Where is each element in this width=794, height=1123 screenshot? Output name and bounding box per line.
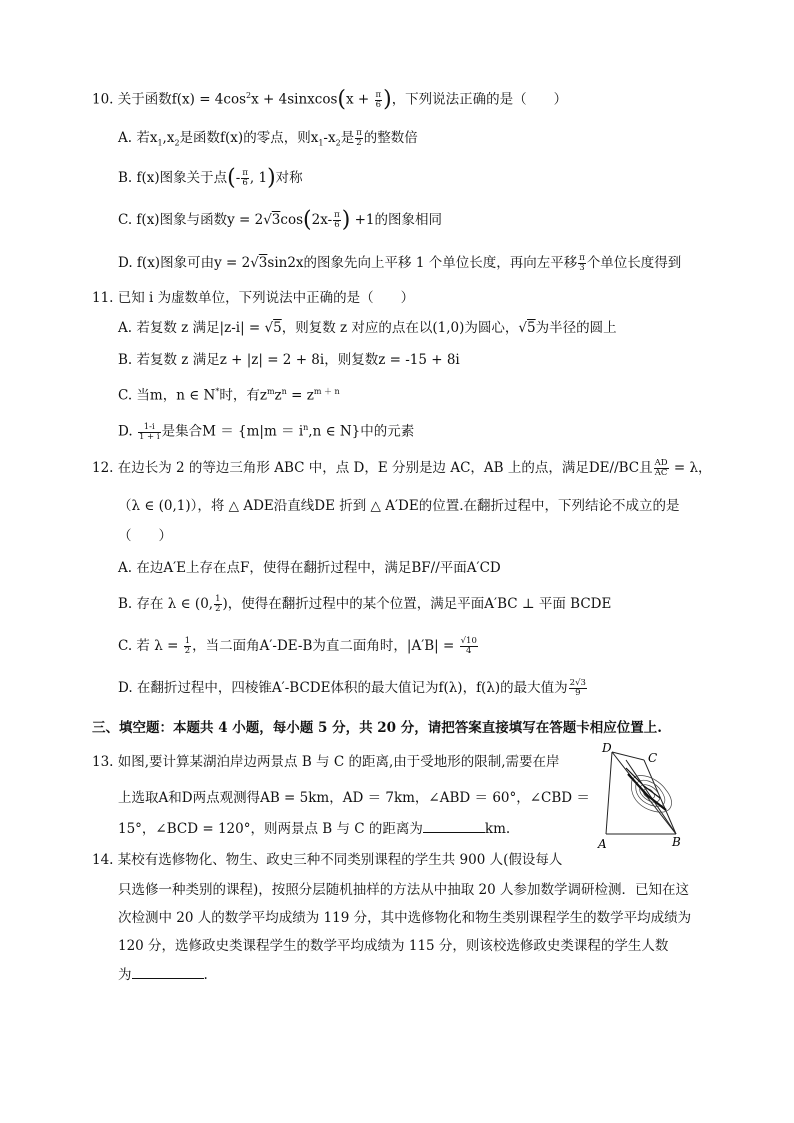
q10-option-b: B. f(x)图象关于点(- $\frac{\pi}{6}$ , 1)对称	[118, 165, 303, 191]
fig-label-b: B	[672, 835, 681, 849]
fig-label-d: D	[602, 741, 612, 755]
q12-option-a: A. 在边A′E上存在点F，使得在翻折过程中，满足BF//平面A′CD	[118, 560, 501, 576]
q11-option-d: D. $\frac{1-i}{1 + i}$ 是集合$M = \{m|m = i^n,n$ ∈ N}中的元素	[118, 421, 415, 442]
q12-option-b: B. 存在 λ ∈ (0, $\frac{1}{2}$ )，使得在翻折过程中的某个位置，满足平面A′BC ⊥ 平面 BCDE	[118, 594, 612, 614]
q14-answer-blank[interactable]	[132, 964, 204, 979]
q12-option-c: C. 若 λ = $\frac{1}{2}$ ，当二面角A′-DE-B为直二面角时，|A′B| = $\frac{√10}{4}$	[118, 636, 477, 656]
q13-answer-blank[interactable]	[423, 818, 485, 833]
q10-option-a: A. 若$x_1,x_2$是函数f(x)的零点，则$x_1-x_2$是 $\frac{\pi}{2}$ 的整数倍	[118, 128, 418, 148]
q12-stem-line1: 12. 在边长为 2 的等边三角形 ABC 中，点 D，E 分别是边 AC，AB 上的点，满足DE//BC且 $\frac{AD}{AC}$ = λ，	[92, 458, 712, 478]
q11-option-c: C. 当m，n ∈ N*时，有$z^mz^n = z^{m + n}$	[118, 387, 340, 404]
q14-line2: 只选修一种类别的课程)，按照分层随机抽样的方法从中抽取 20 人参加数学调研检测．已知在这	[118, 882, 690, 898]
fig-label-a: A	[598, 837, 607, 850]
section-three-heading: 三、填空题：本题共 4 小题，每小题 5 分，共 20 分，请把答案直接填写在答题卡相应位置上.	[92, 720, 662, 736]
q11-option-a: A. 若复数 z 满足|z-i| = √5，则复数 z 对应的点在以(1,0)为圆心，√5为半径的圆上	[118, 320, 617, 336]
q11-stem: 11. 已知 i 为虚数单位，下列说法中正确的是（ ）	[92, 290, 415, 306]
q14-line5: 为 .	[118, 964, 208, 985]
q12-stem-line2: （λ ∈ (0,1)），将 △ ADE沿直线DE 折到 △ A′DE的位置.在翻折过程中，下列结论不成立的是	[118, 498, 680, 514]
q10-option-d: D. f(x)图象可由y = 2√3sin2x的图象先向上平移 1 个单位长度，再向左平移 $\frac{\pi}{3}$ 个单位长度得到	[118, 253, 682, 273]
q12-stem-line3: （ ）	[118, 528, 172, 544]
q11-option-b: B. 若复数 z 满足z + |z| = 2 + 8i，则复数z = -15 + 8i	[118, 352, 460, 368]
fig-label-c: C	[648, 751, 658, 765]
q13-lake-figure	[596, 740, 698, 850]
q14-line4: 120 分，选修政史类课程学生的数学平均成绩为 115 分，则该校选修政史类课程的学生人数	[118, 938, 669, 954]
q13-line1: 13. 如图,要计算某湖泊岸边两景点 B 与 C 的距离,由于受地形的限制,需要在岸	[92, 754, 560, 770]
q12-option-d: D. 在翻折过程中，四棱锥A′-BCDE体积的最大值记为f(λ)，f(λ)的最大值为 $\frac{2√3}{9}$	[118, 678, 586, 698]
q14-line1: 14. 某校有选修物化、物生、政史三种不同类别课程的学生共 900 人(假设每人	[92, 852, 563, 868]
q13-line3: 15°，∠BCD = 120°，则两景点 B 与 C 的距离为 km.	[118, 818, 510, 839]
q14-line3: 次检测中 20 人的数学平均成绩为 119 分，其中选修物化和物生类别课程学生的数学平均成绩为	[118, 910, 692, 926]
q10-option-c: C. f(x)图象与函数y = 2√3cos(2x- $\frac{\pi}{6}$ ) +1的图象相同	[118, 207, 443, 233]
q13-line2: 上选取A和D两点观测得AB = 5km，AD ＝ 7km，∠ABD ＝ 60°，∠CBD ＝	[118, 790, 590, 806]
q10-stem: 10. 关于函数$f(x) = 4\cos^2x$ + 4sinxcos(x + $\frac{\pi}{6}$ )，下列说法正确的是（ ）	[92, 87, 568, 112]
